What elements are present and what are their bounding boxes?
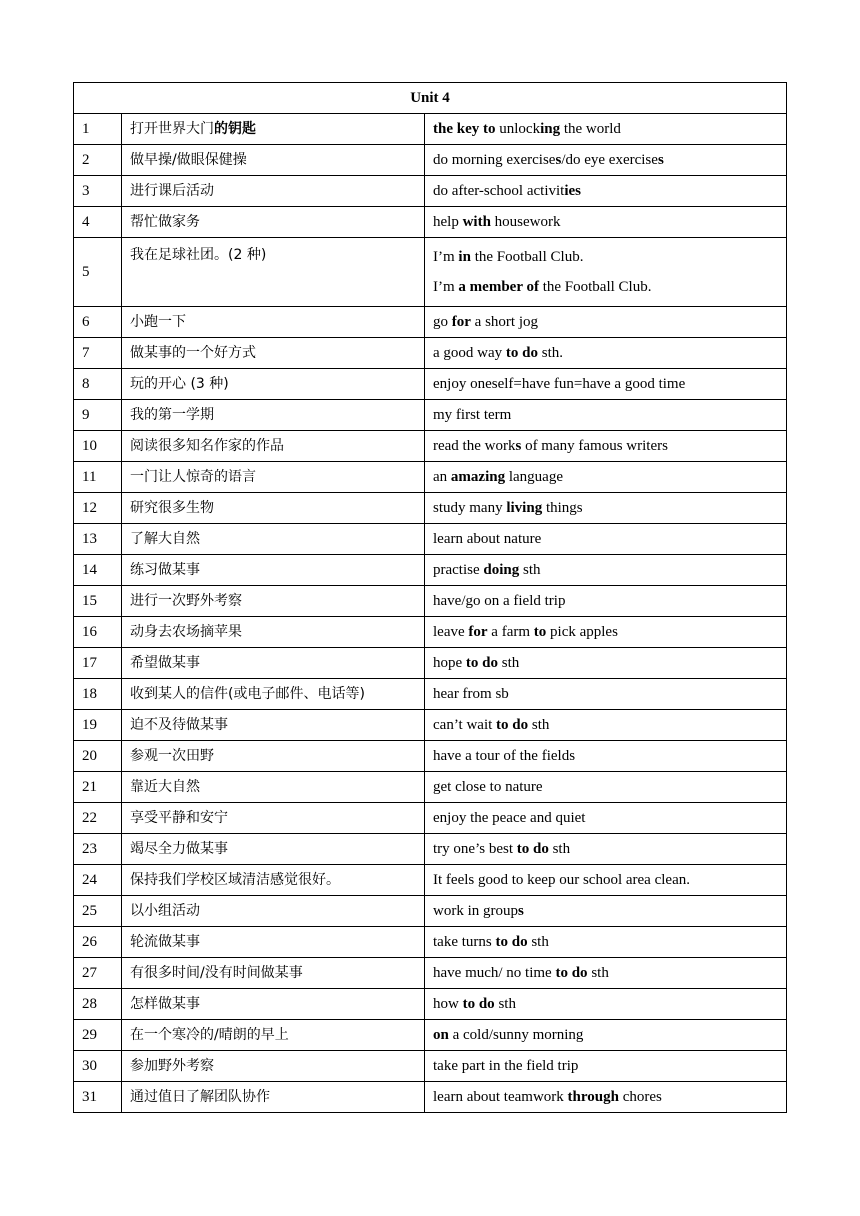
phrase-line xyxy=(433,344,778,362)
chinese-phrase xyxy=(122,176,425,207)
english-phrase xyxy=(425,431,787,462)
text-fragment: a good way xyxy=(433,345,506,361)
text-fragment: It feels good to keep our school area clean. xyxy=(433,872,690,888)
row-number: 9 xyxy=(74,400,122,431)
bold-fragment: to do xyxy=(496,717,529,733)
text-fragment: 阅读很多知名作家的作品 xyxy=(130,438,284,454)
text-fragment: 一门让人惊奇的语言 xyxy=(130,469,256,485)
chinese-phrase xyxy=(122,927,425,958)
english-phrase xyxy=(425,493,787,524)
english-phrase xyxy=(425,238,787,307)
chinese-phrase xyxy=(122,493,425,524)
bold-fragment: ies xyxy=(564,183,581,199)
chinese-phrase xyxy=(122,307,425,338)
text-fragment: 享受平静和安宁 xyxy=(130,810,228,826)
table-row xyxy=(74,803,787,834)
phrase-line xyxy=(433,272,778,302)
chinese-phrase xyxy=(122,238,425,307)
phrase-line xyxy=(433,499,778,517)
bold-fragment: amazing xyxy=(450,469,506,485)
text-fragment: learn about nature xyxy=(433,531,542,547)
english-phrase xyxy=(425,741,787,772)
english-phrase xyxy=(425,114,787,145)
chinese-phrase xyxy=(122,865,425,896)
chinese-phrase xyxy=(122,555,425,586)
text-fragment: go xyxy=(433,314,452,330)
english-phrase xyxy=(425,710,787,741)
row-number: 27 xyxy=(74,958,122,989)
table-row xyxy=(74,586,787,617)
text-fragment: my first term xyxy=(433,407,512,423)
bold-fragment: in xyxy=(458,249,471,265)
chinese-phrase xyxy=(122,524,425,555)
text-fragment: 以小组活动 xyxy=(130,903,200,919)
text-fragment: housework xyxy=(490,214,561,230)
row-number: 15 xyxy=(74,586,122,617)
chinese-phrase xyxy=(122,1082,425,1113)
text-fragment: take part in the field trip xyxy=(433,1058,579,1074)
row-number: 13 xyxy=(74,524,122,555)
text-fragment: hear from sb xyxy=(433,686,509,702)
text-fragment: 靠近大自然 xyxy=(130,779,200,795)
text-fragment: 帮忙做家务 xyxy=(130,214,200,230)
text-fragment: sth xyxy=(527,934,549,950)
bold-fragment: living xyxy=(506,500,543,516)
chinese-phrase xyxy=(122,1051,425,1082)
text-fragment: 收到某人的信件(或电子邮件、电话等) xyxy=(130,686,365,702)
english-phrase xyxy=(425,555,787,586)
english-phrase xyxy=(425,1082,787,1113)
table-row xyxy=(74,238,787,307)
row-number: 8 xyxy=(74,369,122,400)
chinese-phrase xyxy=(122,145,425,176)
english-phrase xyxy=(425,927,787,958)
english-phrase xyxy=(425,307,787,338)
table-row xyxy=(74,1020,787,1051)
text-fragment: 做早操/做眼保健操 xyxy=(130,152,247,168)
text-fragment: a cold/sunny morning xyxy=(448,1027,584,1043)
table-row xyxy=(74,338,787,369)
phrase-line xyxy=(433,530,778,548)
chinese-phrase xyxy=(122,114,425,145)
english-phrase xyxy=(425,145,787,176)
text-fragment: help xyxy=(433,214,463,230)
text-fragment: read the work xyxy=(433,438,516,454)
english-phrase xyxy=(425,1051,787,1082)
text-fragment: sth. xyxy=(538,345,564,361)
text-fragment: enjoy oneself=have fun=have a good time xyxy=(433,376,686,392)
text-fragment: 轮流做某事 xyxy=(130,934,200,950)
english-phrase xyxy=(425,338,787,369)
bold-fragment: s xyxy=(657,152,664,168)
text-fragment: I’m xyxy=(433,249,459,265)
table-row xyxy=(74,524,787,555)
text-fragment: 在一个寒冷的/晴朗的早上 xyxy=(130,1027,289,1043)
phrase-line xyxy=(433,747,778,765)
bold-fragment: s xyxy=(555,152,562,168)
text-fragment: the world xyxy=(560,121,621,137)
text-fragment: 竭尽全力做某事 xyxy=(130,841,228,857)
text-fragment: sth xyxy=(519,562,541,578)
row-number: 12 xyxy=(74,493,122,524)
text-fragment: the Football Club. xyxy=(470,249,584,265)
bold-fragment: to do xyxy=(495,934,528,950)
chinese-phrase xyxy=(122,803,425,834)
unit-title: Unit 4 xyxy=(74,83,787,114)
text-fragment: 打开世界大门 xyxy=(130,121,214,137)
row-number: 2 xyxy=(74,145,122,176)
bold-fragment: to xyxy=(533,624,547,640)
chinese-phrase xyxy=(122,648,425,679)
row-number: 3 xyxy=(74,176,122,207)
text-fragment: hope xyxy=(433,655,466,671)
text-fragment: sth xyxy=(528,717,550,733)
text-fragment: the Football Club. xyxy=(538,279,652,295)
row-number: 11 xyxy=(74,462,122,493)
text-fragment: 小跑一下 xyxy=(130,314,186,330)
phrase-line xyxy=(433,592,778,610)
text-fragment: 了解大自然 xyxy=(130,531,200,547)
chinese-phrase xyxy=(122,617,425,648)
row-number: 16 xyxy=(74,617,122,648)
table-row xyxy=(74,772,787,803)
table-row xyxy=(74,145,787,176)
text-fragment: study many xyxy=(433,500,507,516)
text-fragment: unlock xyxy=(495,121,541,137)
text-fragment: 进行课后活动 xyxy=(130,183,214,199)
phrase-line xyxy=(433,964,778,982)
vocab-table-body xyxy=(74,83,787,1113)
phrase-line xyxy=(433,902,778,920)
chinese-phrase xyxy=(122,834,425,865)
english-phrase xyxy=(425,803,787,834)
bold-fragment: to do xyxy=(516,841,549,857)
text-fragment: leave xyxy=(433,624,469,640)
row-number: 31 xyxy=(74,1082,122,1113)
phrase-line xyxy=(433,375,778,393)
phrase-line xyxy=(433,623,778,641)
row-number: 5 xyxy=(74,238,122,307)
text-fragment: sth xyxy=(494,996,516,1012)
text-fragment: 动身去农场摘苹果 xyxy=(130,624,242,640)
row-number: 20 xyxy=(74,741,122,772)
chinese-phrase xyxy=(122,710,425,741)
english-phrase xyxy=(425,462,787,493)
text-fragment: practise xyxy=(433,562,484,578)
english-phrase xyxy=(425,834,787,865)
english-phrase xyxy=(425,586,787,617)
table-row xyxy=(74,648,787,679)
text-fragment: 怎样做某事 xyxy=(130,996,200,1012)
text-fragment: how xyxy=(433,996,463,1012)
bold-fragment: through xyxy=(567,1089,619,1105)
text-fragment: try one’s best xyxy=(433,841,517,857)
bold-fragment: for xyxy=(451,314,471,330)
phrase-line xyxy=(433,871,778,889)
english-phrase xyxy=(425,617,787,648)
text-fragment: get close to nature xyxy=(433,779,543,795)
row-number: 7 xyxy=(74,338,122,369)
chinese-phrase xyxy=(122,586,425,617)
phrase-line xyxy=(433,406,778,424)
english-phrase xyxy=(425,989,787,1020)
chinese-phrase xyxy=(122,338,425,369)
chinese-phrase xyxy=(122,989,425,1020)
table-row xyxy=(74,1082,787,1113)
table-row xyxy=(74,1051,787,1082)
text-fragment: 我在足球社团。(2 种) xyxy=(130,247,267,263)
text-fragment: work in group xyxy=(433,903,518,919)
table-title-row xyxy=(74,83,787,114)
row-number: 30 xyxy=(74,1051,122,1082)
table-row xyxy=(74,493,787,524)
table-row xyxy=(74,617,787,648)
phrase-line xyxy=(433,313,778,331)
phrase-line xyxy=(433,685,778,703)
phrase-line xyxy=(433,468,778,486)
phrase-line xyxy=(433,716,778,734)
bold-fragment: s xyxy=(518,903,524,919)
text-fragment: have a tour of the fields xyxy=(433,748,576,764)
text-fragment: sth xyxy=(498,655,520,671)
row-number: 1 xyxy=(74,114,122,145)
row-number: 18 xyxy=(74,679,122,710)
row-number: 29 xyxy=(74,1020,122,1051)
phrase-line xyxy=(433,654,778,672)
table-row xyxy=(74,176,787,207)
table-row xyxy=(74,710,787,741)
text-fragment: 迫不及待做某事 xyxy=(130,717,228,733)
phrase-line xyxy=(433,809,778,827)
text-fragment: 有很多时间/没有时间做某事 xyxy=(130,965,303,981)
table-row xyxy=(74,958,787,989)
row-number: 19 xyxy=(74,710,122,741)
text-fragment: a farm xyxy=(487,624,534,640)
table-row xyxy=(74,679,787,710)
phrase-line xyxy=(433,242,778,272)
table-row xyxy=(74,927,787,958)
bold-fragment: ing xyxy=(540,121,561,137)
text-fragment: an xyxy=(433,469,451,485)
phrase-line xyxy=(433,213,778,231)
text-fragment: 我的第一学期 xyxy=(130,407,214,423)
english-phrase xyxy=(425,679,787,710)
phrase-line xyxy=(433,561,778,579)
text-fragment: can’t wait xyxy=(433,717,497,733)
english-phrase xyxy=(425,896,787,927)
bold-fragment: s xyxy=(515,438,522,454)
bold-fragment: 的钥匙 xyxy=(214,121,256,137)
row-number: 4 xyxy=(74,207,122,238)
phrase-line xyxy=(433,1057,778,1075)
text-fragment: do morning exercise xyxy=(433,152,556,168)
text-fragment: things xyxy=(542,500,583,516)
row-number: 14 xyxy=(74,555,122,586)
bold-fragment: a member of xyxy=(458,279,539,295)
row-number: 26 xyxy=(74,927,122,958)
table-row xyxy=(74,865,787,896)
text-fragment: language xyxy=(505,469,563,485)
text-fragment: have much/ no time xyxy=(433,965,556,981)
bold-fragment: to do xyxy=(555,965,588,981)
bold-fragment: on xyxy=(433,1027,449,1043)
table-row xyxy=(74,369,787,400)
row-number: 28 xyxy=(74,989,122,1020)
text-fragment: 通过值日了解团队协作 xyxy=(130,1089,270,1105)
chinese-phrase xyxy=(122,431,425,462)
text-fragment: chores xyxy=(618,1089,662,1105)
table-row xyxy=(74,431,787,462)
text-fragment: 参加野外考察 xyxy=(130,1058,214,1074)
text-fragment: /do eye exercise xyxy=(561,152,658,168)
text-fragment: of many famous writers xyxy=(521,438,668,454)
phrase-line xyxy=(433,437,778,455)
english-phrase xyxy=(425,207,787,238)
text-fragment: 保持我们学校区域清洁感觉很好。 xyxy=(130,872,340,888)
chinese-phrase xyxy=(122,896,425,927)
bold-fragment: to do xyxy=(505,345,538,361)
table-row xyxy=(74,896,787,927)
table-row xyxy=(74,834,787,865)
vocab-table xyxy=(73,82,787,1113)
text-fragment: 希望做某事 xyxy=(130,655,200,671)
row-number: 21 xyxy=(74,772,122,803)
row-number: 6 xyxy=(74,307,122,338)
phrase-line xyxy=(433,933,778,951)
row-number: 23 xyxy=(74,834,122,865)
chinese-phrase xyxy=(122,958,425,989)
table-row xyxy=(74,741,787,772)
text-fragment: sth xyxy=(587,965,609,981)
chinese-phrase xyxy=(122,1020,425,1051)
english-phrase xyxy=(425,400,787,431)
text-fragment: have/go on a field trip xyxy=(433,593,566,609)
row-number: 25 xyxy=(74,896,122,927)
bold-fragment: the key to xyxy=(433,121,496,137)
text-fragment: sth xyxy=(548,841,571,857)
text-fragment: I’m xyxy=(433,279,459,295)
row-number: 17 xyxy=(74,648,122,679)
chinese-phrase xyxy=(122,369,425,400)
phrase-line xyxy=(433,1088,778,1106)
bold-fragment: doing xyxy=(483,562,520,578)
english-phrase xyxy=(425,958,787,989)
bold-fragment: for xyxy=(468,624,488,640)
row-number: 10 xyxy=(74,431,122,462)
table-row xyxy=(74,462,787,493)
text-fragment: pick apples xyxy=(546,624,618,640)
text-fragment: 做某事的一个好方式 xyxy=(130,345,256,361)
text-fragment: 练习做某事 xyxy=(130,562,200,578)
bold-fragment: to do xyxy=(462,996,495,1012)
phrase-line xyxy=(433,995,778,1013)
bold-fragment: with xyxy=(462,214,491,230)
english-phrase xyxy=(425,648,787,679)
phrase-line xyxy=(433,182,778,200)
row-number: 22 xyxy=(74,803,122,834)
phrase-line xyxy=(433,1026,778,1044)
english-phrase xyxy=(425,772,787,803)
text-fragment: take turns xyxy=(433,934,496,950)
text-fragment: learn about teamwork xyxy=(433,1089,568,1105)
phrase-line xyxy=(433,778,778,796)
chinese-phrase xyxy=(122,741,425,772)
text-fragment: enjoy the peace and quiet xyxy=(433,810,586,826)
table-row xyxy=(74,207,787,238)
text-fragment: do after-school activit xyxy=(433,183,565,199)
table-row xyxy=(74,114,787,145)
table-row xyxy=(74,555,787,586)
text-fragment: 玩的开心 (3 种) xyxy=(130,376,229,392)
english-phrase xyxy=(425,865,787,896)
english-phrase xyxy=(425,1020,787,1051)
row-number: 24 xyxy=(74,865,122,896)
bold-fragment: to do xyxy=(465,655,499,671)
table-row xyxy=(74,307,787,338)
text-fragment: 进行一次野外考察 xyxy=(130,593,242,609)
phrase-line xyxy=(433,151,778,169)
text-fragment: 参观一次田野 xyxy=(130,748,214,764)
table-row xyxy=(74,400,787,431)
chinese-phrase xyxy=(122,679,425,710)
english-phrase xyxy=(425,524,787,555)
english-phrase xyxy=(425,369,787,400)
chinese-phrase xyxy=(122,462,425,493)
english-phrase xyxy=(425,176,787,207)
table-row xyxy=(74,989,787,1020)
phrase-line xyxy=(433,840,778,858)
phrase-line xyxy=(433,120,778,138)
text-fragment: 研究很多生物 xyxy=(130,500,214,516)
chinese-phrase xyxy=(122,400,425,431)
text-fragment: a short jog xyxy=(470,314,538,330)
chinese-phrase xyxy=(122,772,425,803)
chinese-phrase xyxy=(122,207,425,238)
